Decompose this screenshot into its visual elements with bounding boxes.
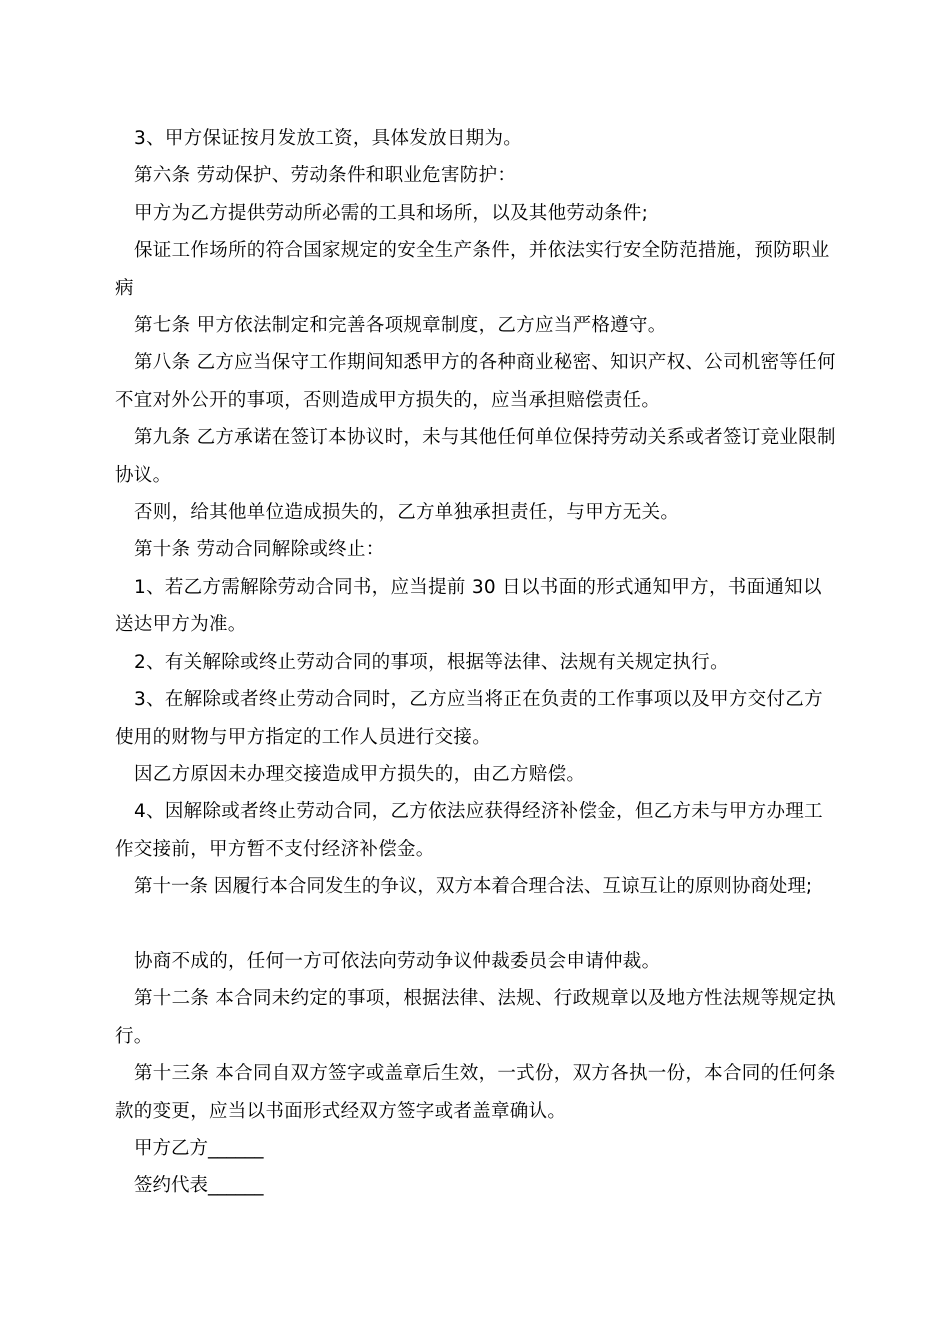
article-6-heading: 第六条 劳动保护、劳动条件和职业危害防护： bbox=[134, 165, 517, 187]
article-10-item-3: 3、在解除或者终止劳动合同时，乙方应当将正在负责的工作事项以及甲方交付乙方使用的财物与甲方指定的工作人员进行交接。 bbox=[115, 689, 823, 748]
article-9: 第九条 乙方承诺在签订本协议时，未与其他任何单位保持劳动关系或者签订竞业限制协议。 bbox=[115, 427, 836, 486]
article-10-item-2: 2、有关解除或终止劳动合同的事项，根据等法律、法规有关规定执行。 bbox=[134, 651, 729, 673]
article-11: 第十一条 因履行本合同发生的争议，双方本着合理合法、互谅互让的原则协商处理; bbox=[134, 876, 813, 898]
article-6-tools: 甲方为乙方提供劳动所必需的工具和场所，以及其他劳动条件; bbox=[134, 202, 649, 224]
signature-parties-line: 甲方乙方______ bbox=[134, 1137, 264, 1159]
blank-line bbox=[115, 906, 837, 943]
article-12: 第十二条 本合同未约定的事项，根据法律、法规、行政规章以及地方性法规等规定执行。 bbox=[115, 988, 836, 1047]
article-6-safety: 保证工作场所的符合国家规定的安全生产条件，并依法实行安全防范措施，预防职业病 bbox=[115, 240, 830, 299]
article-10-heading: 第十条 劳动合同解除或终止： bbox=[134, 539, 385, 561]
article-10-compensation: 因乙方原因未办理交接造成甲方损失的，由乙方赔偿。 bbox=[134, 763, 586, 785]
article-7: 第七条 甲方依法制定和完善各项规章制度，乙方应当严格遵守。 bbox=[134, 315, 667, 337]
article-8: 第八条 乙方应当保守工作期间知悉甲方的各种商业秘密、知识产权、公司机密等任何不宜对外公开的事项，否则造成甲方损失的，应当承担赔偿责任。 bbox=[115, 352, 836, 411]
article-13: 第十三条 本合同自双方签字或盖章后生效，一式份，双方各执一份，本合同的任何条款的变更，应当以书面形式经双方签字或者盖章确认。 bbox=[115, 1063, 836, 1122]
signature-representative-line: 签约代表______ bbox=[134, 1175, 264, 1197]
contract-body bbox=[115, 120, 837, 1205]
clause-salary-payment: 3、甲方保证按月发放工资，具体发放日期为。 bbox=[134, 128, 523, 149]
article-9-otherwise: 否则，给其他单位造成损失的，乙方单独承担责任，与甲方无关。 bbox=[134, 502, 680, 524]
article-10-item-1: 1、若乙方需解除劳动合同书，应当提前 30 日以书面的形式通知甲方，书面通知以送达甲方为准。 bbox=[115, 576, 822, 636]
article-11-arbitration: 协商不成的，任何一方可依法向劳动争议仲裁委员会申请仲裁。 bbox=[134, 950, 661, 972]
article-10-item-4: 4、因解除或者终止劳动合同，乙方依法应获得经济补偿金，但乙方未与甲方办理工作交接前，甲方暂不支付经济补偿金。 bbox=[115, 801, 823, 860]
